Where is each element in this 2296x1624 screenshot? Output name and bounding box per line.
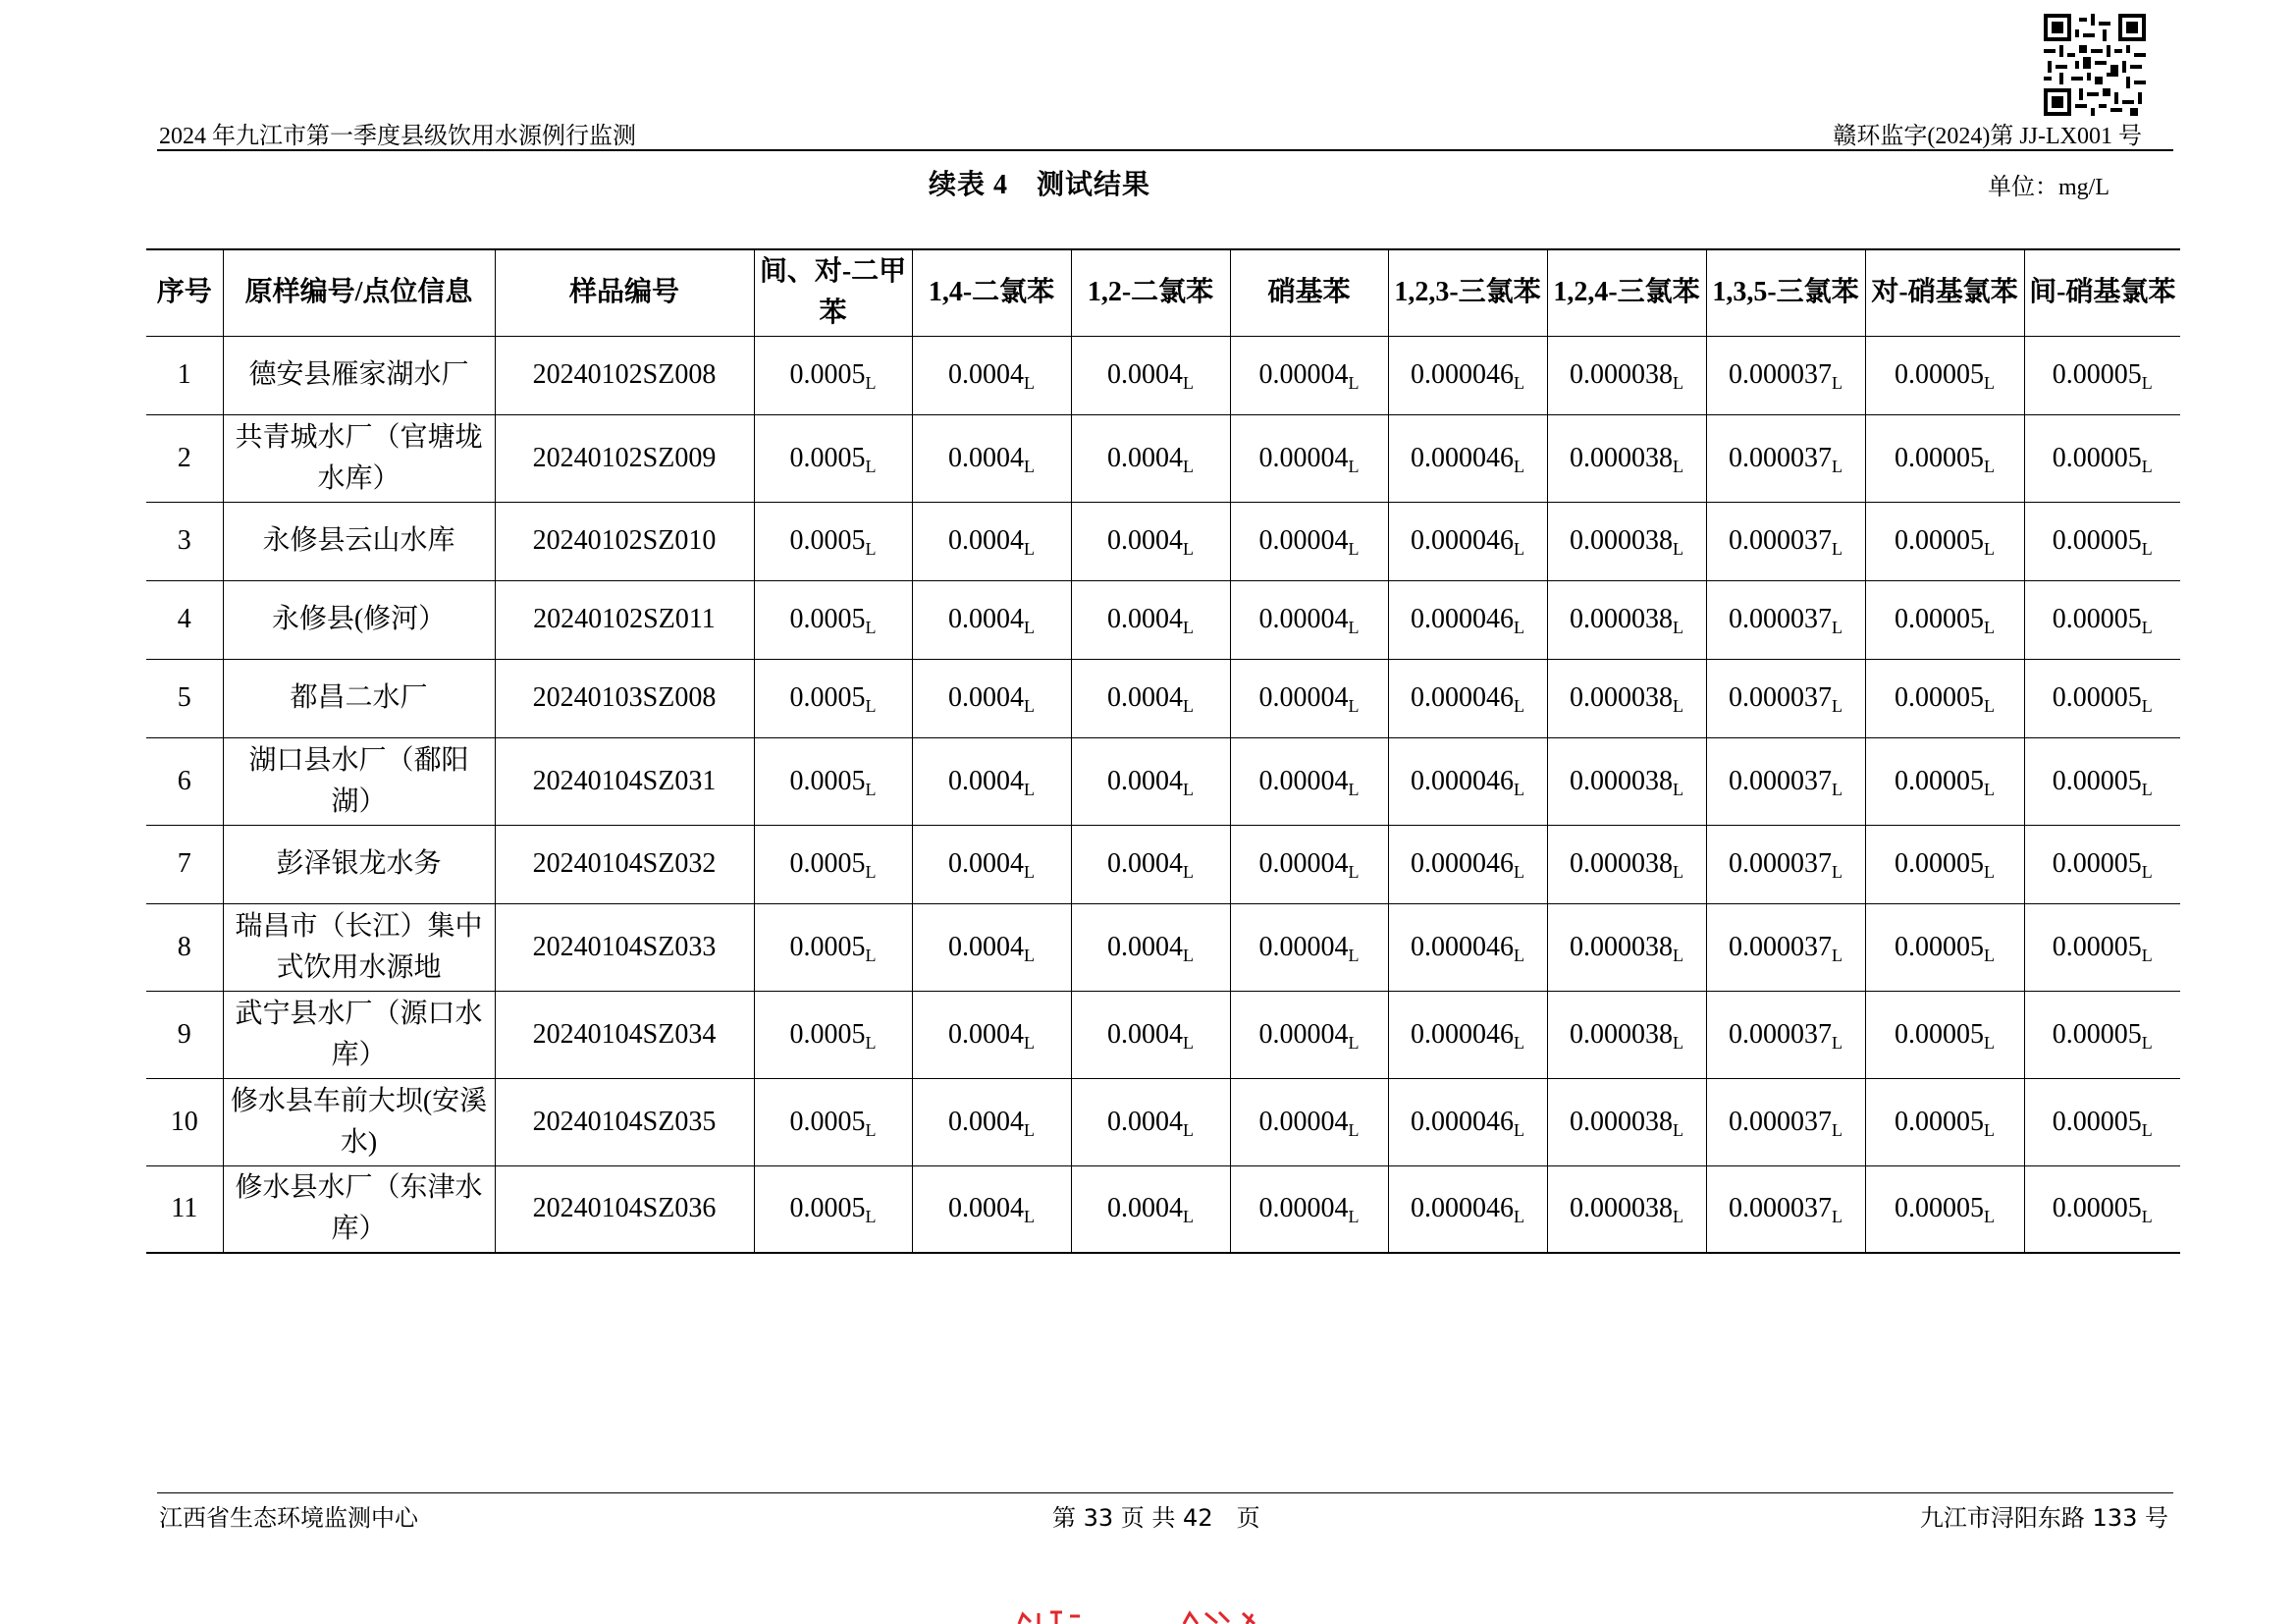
result-value: $0.0004_L$ (912, 336, 1071, 414)
result-value: $0.000037_L$ (1706, 336, 1865, 414)
result-value: $0.000038_L$ (1547, 991, 1706, 1078)
sample-id: 20240104SZ031 (495, 737, 754, 825)
result-value: $0.0004_L$ (912, 1078, 1071, 1165)
result-value: $0.000046_L$ (1388, 502, 1547, 580)
site-info: 德安县雁家湖水厂 (223, 336, 495, 414)
result-value: $0.000037_L$ (1706, 825, 1865, 903)
result-value: $0.00005_L$ (1865, 737, 2024, 825)
result-value: $0.00004_L$ (1230, 502, 1388, 580)
row-number: 1 (146, 336, 223, 414)
result-value: $0.000038_L$ (1547, 502, 1706, 580)
table-row (146, 991, 2180, 1078)
red-stamp-fragment (1011, 1610, 1306, 1624)
result-value: $0.0004_L$ (1071, 825, 1230, 903)
result-value: $0.00005_L$ (2024, 414, 2180, 502)
result-value: $0.0005_L$ (754, 737, 912, 825)
result-value: $0.00005_L$ (1865, 502, 2024, 580)
column-header: 序号 (146, 249, 223, 336)
result-value: $0.0004_L$ (912, 659, 1071, 737)
result-value: $0.00005_L$ (2024, 659, 2180, 737)
result-value: $0.00005_L$ (1865, 1165, 2024, 1253)
column-header: 样品编号 (495, 249, 754, 336)
column-header: 对-硝基氯苯 (1865, 249, 2024, 336)
header-report-number: 赣环监字(2024)第 JJ-LX001 号 (1833, 124, 2142, 149)
result-value: $0.00004_L$ (1230, 737, 1388, 825)
sample-id: 20240102SZ010 (495, 502, 754, 580)
result-value: $0.000037_L$ (1706, 659, 1865, 737)
row-number: 5 (146, 659, 223, 737)
result-value: $0.00005_L$ (2024, 991, 2180, 1078)
sample-id: 20240104SZ035 (495, 1078, 754, 1165)
row-number: 11 (146, 1165, 223, 1253)
row-number: 3 (146, 502, 223, 580)
result-value: $0.00005_L$ (2024, 1078, 2180, 1165)
result-value: $0.000046_L$ (1388, 580, 1547, 659)
qr-code-icon (2044, 14, 2146, 116)
result-value: $0.00004_L$ (1230, 414, 1388, 502)
table-row (146, 659, 2180, 737)
result-value: $0.00005_L$ (2024, 737, 2180, 825)
row-number: 4 (146, 580, 223, 659)
result-value: $0.00004_L$ (1230, 825, 1388, 903)
result-value: $0.000046_L$ (1388, 336, 1547, 414)
row-number: 10 (146, 1078, 223, 1165)
result-value: $0.0004_L$ (1071, 903, 1230, 991)
result-value: $0.000038_L$ (1547, 903, 1706, 991)
column-header: 间-硝基氯苯 (2024, 249, 2180, 336)
sample-id: 20240104SZ036 (495, 1165, 754, 1253)
result-value: $0.0004_L$ (1071, 1165, 1230, 1253)
result-value: $0.00005_L$ (2024, 1165, 2180, 1253)
site-info: 彭泽银龙水务 (223, 825, 495, 903)
result-value: $0.00004_L$ (1230, 659, 1388, 737)
result-value: $0.0004_L$ (912, 502, 1071, 580)
result-value: $0.000037_L$ (1706, 737, 1865, 825)
result-value: $0.00005_L$ (2024, 502, 2180, 580)
result-value: $0.00005_L$ (1865, 414, 2024, 502)
column-header: 原样编号/点位信息 (223, 249, 495, 336)
result-value: $0.000046_L$ (1388, 737, 1547, 825)
site-info: 都昌二水厂 (223, 659, 495, 737)
result-value: $0.0004_L$ (1071, 737, 1230, 825)
result-value: $0.000046_L$ (1388, 991, 1547, 1078)
site-info: 共青城水厂（官塘垅水库） (223, 414, 495, 502)
footer-organization: 江西省生态环境监测中心 (159, 1504, 418, 1532)
result-value: $0.000046_L$ (1388, 903, 1547, 991)
sample-id: 20240102SZ009 (495, 414, 754, 502)
result-value: $0.000038_L$ (1547, 1078, 1706, 1165)
result-value: $0.0005_L$ (754, 414, 912, 502)
result-value: $0.000037_L$ (1706, 502, 1865, 580)
row-number: 6 (146, 737, 223, 825)
result-value: $0.00004_L$ (1230, 1078, 1388, 1165)
table-row (146, 825, 2180, 903)
column-header: 间、对-二甲苯 (754, 249, 912, 336)
sample-id: 20240102SZ011 (495, 580, 754, 659)
result-value: $0.00005_L$ (1865, 659, 2024, 737)
result-value: $0.000038_L$ (1547, 580, 1706, 659)
result-value: $0.000038_L$ (1547, 1165, 1706, 1253)
result-value: $0.0005_L$ (754, 502, 912, 580)
site-info: 永修县云山水库 (223, 502, 495, 580)
result-value: $0.00005_L$ (2024, 580, 2180, 659)
result-value: $0.0004_L$ (912, 737, 1071, 825)
header-report-title: 2024 年九江市第一季度县级饮用水源例行监测 (159, 124, 636, 149)
result-value: $0.00005_L$ (2024, 825, 2180, 903)
footer-page-number: 第 33 页 共 42 页 (1052, 1504, 1260, 1532)
result-value: $0.000037_L$ (1706, 903, 1865, 991)
result-value: $0.000038_L$ (1547, 737, 1706, 825)
result-value: $0.0004_L$ (1071, 502, 1230, 580)
column-header: 硝基苯 (1230, 249, 1388, 336)
result-value: $0.0005_L$ (754, 991, 912, 1078)
table-title: 续表 4 测试结果 (928, 170, 1150, 200)
result-value: $0.00004_L$ (1230, 903, 1388, 991)
column-header: 1,3,5-三氯苯 (1706, 249, 1865, 336)
result-value: $0.0004_L$ (1071, 336, 1230, 414)
result-value: $0.0004_L$ (912, 414, 1071, 502)
result-value: $0.0004_L$ (912, 580, 1071, 659)
result-value: $0.000046_L$ (1388, 825, 1547, 903)
sample-id: 20240102SZ008 (495, 336, 754, 414)
sample-id: 20240104SZ032 (495, 825, 754, 903)
site-info: 永修县(修河） (223, 580, 495, 659)
site-info: 修水县水厂（东津水库） (223, 1165, 495, 1253)
result-value: $0.00005_L$ (1865, 825, 2024, 903)
result-value: $0.00004_L$ (1230, 991, 1388, 1078)
result-value: $0.00005_L$ (1865, 991, 2024, 1078)
site-info: 武宁县水厂（源口水库） (223, 991, 495, 1078)
site-info: 湖口县水厂（鄱阳湖） (223, 737, 495, 825)
row-number: 9 (146, 991, 223, 1078)
result-value: $0.0004_L$ (912, 825, 1071, 903)
header-divider (157, 149, 2173, 151)
column-header: 1,2-二氯苯 (1071, 249, 1230, 336)
result-value: $0.00005_L$ (1865, 1078, 2024, 1165)
site-info: 修水县车前大坝(安溪水) (223, 1078, 495, 1165)
result-value: $0.0004_L$ (1071, 414, 1230, 502)
result-value: $0.000046_L$ (1388, 414, 1547, 502)
result-value: $0.0004_L$ (1071, 991, 1230, 1078)
result-value: $0.000038_L$ (1547, 659, 1706, 737)
sample-id: 20240104SZ034 (495, 991, 754, 1078)
result-value: $0.00005_L$ (2024, 336, 2180, 414)
row-number: 7 (146, 825, 223, 903)
row-number: 2 (146, 414, 223, 502)
table-row (146, 903, 2180, 991)
table-body (146, 336, 2180, 1253)
result-value: $0.00005_L$ (1865, 580, 2024, 659)
result-value: $0.000037_L$ (1706, 414, 1865, 502)
sample-id: 20240104SZ033 (495, 903, 754, 991)
row-number: 8 (146, 903, 223, 991)
result-value: $0.0004_L$ (1071, 659, 1230, 737)
result-value: $0.0004_L$ (1071, 580, 1230, 659)
result-value: $0.00004_L$ (1230, 1165, 1388, 1253)
table-row (146, 737, 2180, 825)
result-value: $0.0005_L$ (754, 1165, 912, 1253)
result-value: $0.0005_L$ (754, 903, 912, 991)
footer-divider (157, 1492, 2173, 1493)
result-value: $0.0004_L$ (912, 1165, 1071, 1253)
table-row (146, 336, 2180, 414)
table-row (146, 1165, 2180, 1253)
table-row (146, 580, 2180, 659)
result-value: $0.000037_L$ (1706, 991, 1865, 1078)
table-row (146, 1078, 2180, 1165)
result-value: $0.0005_L$ (754, 580, 912, 659)
result-value: $0.000038_L$ (1547, 825, 1706, 903)
footer-address: 九江市浔阳东路 133 号 (1919, 1504, 2168, 1532)
column-header: 1,2,4-三氯苯 (1547, 249, 1706, 336)
result-value: $0.0004_L$ (912, 903, 1071, 991)
result-value: $0.000037_L$ (1706, 1165, 1865, 1253)
table-row (146, 502, 2180, 580)
result-value: $0.0004_L$ (1071, 1078, 1230, 1165)
result-value: $0.000038_L$ (1547, 336, 1706, 414)
result-value: $0.00005_L$ (2024, 903, 2180, 991)
column-header: 1,4-二氯苯 (912, 249, 1071, 336)
site-info: 瑞昌市（长江）集中式饮用水源地 (223, 903, 495, 991)
result-value: $0.000037_L$ (1706, 580, 1865, 659)
result-value: $0.00004_L$ (1230, 580, 1388, 659)
column-header: 1,2,3-三氯苯 (1388, 249, 1547, 336)
result-value: $0.000046_L$ (1388, 659, 1547, 737)
result-value: $0.0005_L$ (754, 336, 912, 414)
result-value: $0.0005_L$ (754, 659, 912, 737)
result-value: $0.0005_L$ (754, 825, 912, 903)
result-value: $0.000046_L$ (1388, 1165, 1547, 1253)
table-row (146, 414, 2180, 502)
sample-id: 20240103SZ008 (495, 659, 754, 737)
result-value: $0.0004_L$ (912, 991, 1071, 1078)
table-header-row (146, 249, 2180, 336)
result-value: $0.000046_L$ (1388, 1078, 1547, 1165)
results-table (146, 248, 2180, 1254)
result-value: $0.00005_L$ (1865, 336, 2024, 414)
result-value: $0.00005_L$ (1865, 903, 2024, 991)
result-value: $0.0005_L$ (754, 1078, 912, 1165)
result-value: $0.00004_L$ (1230, 336, 1388, 414)
result-value: $0.000038_L$ (1547, 414, 1706, 502)
unit-label: 单位：mg/L (1988, 175, 2109, 200)
result-value: $0.000037_L$ (1706, 1078, 1865, 1165)
